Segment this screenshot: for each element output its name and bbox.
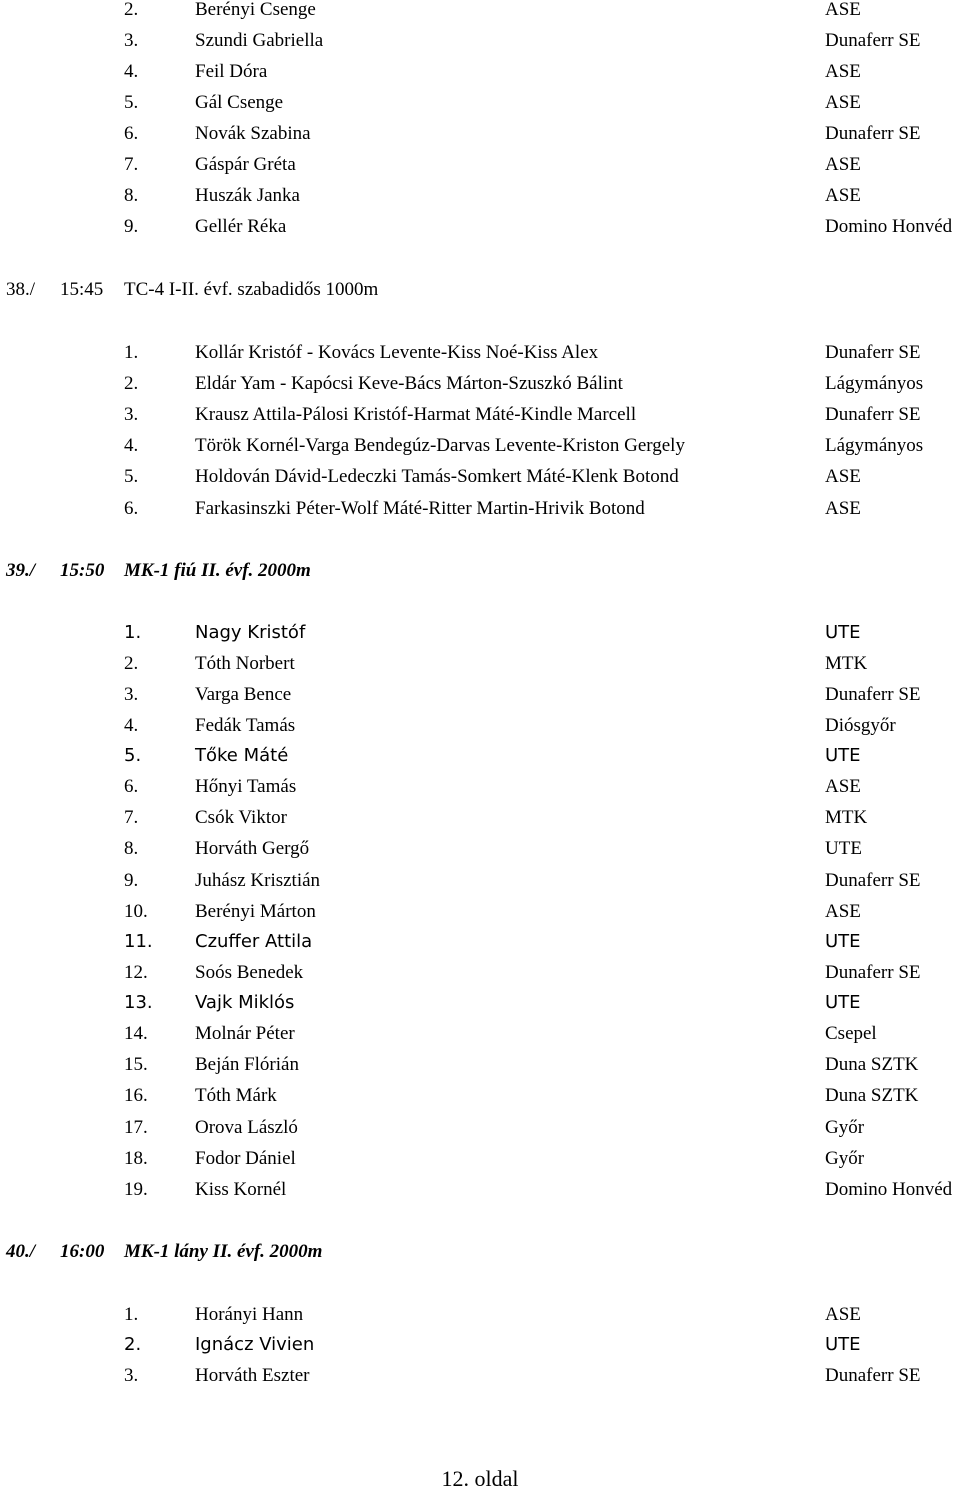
competitor-name: Molnár Péter (195, 1023, 295, 1044)
result-row (0, 929, 960, 955)
rank: 4. (124, 435, 139, 456)
club-name: Dunaferr SE (825, 870, 921, 891)
competitor-name: Fedák Tamás (195, 715, 296, 736)
club-name: ASE (825, 185, 861, 206)
rank: 3. (124, 1365, 139, 1386)
result-row (0, 1021, 960, 1047)
rank: 8. (124, 185, 139, 206)
club-name: Lágymányos (825, 373, 924, 394)
club-name: Csepel (825, 1023, 877, 1044)
competitor-name: Kollár Kristóf - Kovács Levente-Kiss Noé-Kiss Alex (195, 342, 599, 363)
rank: 5. (124, 92, 139, 113)
competitor-name: Berényi Márton (195, 901, 316, 922)
rank: 6. (124, 776, 139, 797)
result-row (0, 152, 960, 178)
event-number: 38./ (6, 279, 36, 300)
club-name: Dunaferr SE (825, 30, 921, 51)
rank: 11. (124, 931, 153, 952)
club-name: UTE (825, 745, 861, 766)
result-row (0, 340, 960, 366)
club-name: Győr (825, 1148, 865, 1169)
competitor-name: Ignácz Vivien (195, 1334, 315, 1355)
rank: 9. (124, 870, 139, 891)
rank: 15. (124, 1054, 148, 1075)
result-row (0, 1332, 960, 1358)
rank: 3. (124, 30, 139, 51)
competitor-name: Gál Csenge (195, 92, 284, 113)
rank: 3. (124, 684, 139, 705)
rank: 2. (124, 653, 139, 674)
club-name: MTK (825, 807, 868, 828)
club-name: Duna SZTK (825, 1054, 919, 1075)
rank: 7. (124, 154, 139, 175)
rank: 2. (124, 373, 139, 394)
rank: 6. (124, 498, 139, 519)
club-name: ASE (825, 498, 861, 519)
club-name: ASE (825, 154, 861, 175)
competitor-name: Berényi Csenge (195, 0, 316, 20)
result-row (0, 433, 960, 459)
result-row (0, 1302, 960, 1328)
result-row (0, 464, 960, 490)
event-title: TC-4 I-II. évf. szabadidős 1000m (124, 279, 379, 300)
competitor-name: Czuffer Attila (195, 931, 313, 952)
rank: 1. (124, 1304, 139, 1325)
competitor-name: Soós Benedek (195, 962, 304, 983)
event-number: 39./ (6, 560, 36, 581)
competitor-name: Novák Szabina (195, 123, 311, 144)
competitor-name: Nagy Kristóf (195, 622, 306, 643)
result-row (0, 899, 960, 925)
result-row (0, 682, 960, 708)
rank: 13. (124, 992, 153, 1013)
rank: 2. (124, 0, 139, 20)
result-row (0, 774, 960, 800)
club-name: Duna SZTK (825, 1085, 919, 1106)
rank: 12. (124, 962, 148, 983)
club-name: Domino Honvéd (825, 216, 953, 237)
result-row (0, 214, 960, 240)
club-name: Dunaferr SE (825, 342, 921, 363)
event-title: MK-1 fiú II. évf. 2000m (124, 560, 311, 581)
competitor-name: Horváth Eszter (195, 1365, 310, 1386)
competitor-name: Orova László (195, 1117, 298, 1138)
club-name: Dunaferr SE (825, 404, 921, 425)
competitor-name: Farkasinszki Péter-Wolf Máté-Ritter Martin-Hrivik Botond (195, 498, 645, 519)
rank: 1. (124, 342, 139, 363)
event-header-40 (0, 1239, 960, 1265)
competitor-name: Huszák Janka (195, 185, 300, 206)
club-name: ASE (825, 61, 861, 82)
club-name: ASE (825, 466, 861, 487)
competitor-name: Horányi Hann (195, 1304, 304, 1325)
competitor-name: Kiss Kornél (195, 1179, 287, 1200)
competitor-name: Török Kornél-Varga Bendegúz-Darvas Levente-Kriston Gergely (195, 435, 685, 456)
competitor-name: Krausz Attila-Pálosi Kristóf-Harmat Máté-Kindle Marcell (195, 404, 637, 425)
event-number: 40./ (6, 1241, 36, 1262)
result-row (0, 59, 960, 85)
rank: 7. (124, 807, 139, 828)
rank: 18. (124, 1148, 148, 1169)
club-name: Dunaferr SE (825, 123, 921, 144)
rank: 8. (124, 838, 139, 859)
club-name: UTE (825, 931, 861, 952)
club-name: MTK (825, 653, 868, 674)
result-row (0, 402, 960, 428)
rank: 16. (124, 1085, 148, 1106)
result-row (0, 28, 960, 54)
rank: 5. (124, 745, 142, 766)
rank: 6. (124, 123, 139, 144)
result-row (0, 1146, 960, 1172)
result-row (0, 836, 960, 862)
competitor-name: Varga Bence (195, 684, 292, 705)
club-name: Dunaferr SE (825, 1365, 921, 1386)
rank: 4. (124, 715, 139, 736)
rank: 2. (124, 1334, 142, 1355)
club-name: Domino Honvéd (825, 1179, 953, 1200)
result-row (0, 805, 960, 831)
competitor-name: Csók Viktor (195, 807, 287, 828)
result-row (0, 620, 960, 646)
club-name: ASE (825, 0, 861, 20)
rank: 10. (124, 901, 148, 922)
result-row (0, 651, 960, 677)
club-name: Lágymányos (825, 435, 924, 456)
club-name: UTE (825, 992, 861, 1013)
rank: 4. (124, 61, 139, 82)
competitor-name: Vajk Miklós (195, 992, 295, 1013)
result-row (0, 371, 960, 397)
club-name: UTE (825, 1334, 861, 1355)
result-row (0, 90, 960, 116)
event-header-38 (0, 277, 960, 303)
club-name: Győr (825, 1117, 865, 1138)
rank: 1. (124, 622, 142, 643)
competitor-name: Tőke Máté (195, 745, 289, 766)
competitor-name: Tóth Norbert (195, 653, 295, 674)
club-name: Dunaferr SE (825, 684, 921, 705)
result-row (0, 960, 960, 986)
event-time: 15:45 (60, 279, 104, 300)
result-row (0, 1115, 960, 1141)
rank: 19. (124, 1179, 148, 1200)
result-row (0, 1177, 960, 1203)
club-name: UTE (825, 838, 862, 859)
competitor-name: Tóth Márk (195, 1085, 277, 1106)
rank: 3. (124, 404, 139, 425)
event-header-39 (0, 558, 960, 584)
result-row (0, 743, 960, 769)
competitor-name: Juhász Krisztián (195, 870, 321, 891)
result-row (0, 496, 960, 522)
competitor-name: Horváth Gergő (195, 838, 310, 859)
result-row (0, 183, 960, 209)
competitor-name: Szundi Gabriella (195, 30, 324, 51)
competitor-name: Gellér Réka (195, 216, 287, 237)
rank: 14. (124, 1023, 148, 1044)
competitor-name: Eldár Yam - Kapócsi Keve-Bács Márton-Szuszkó Bálint (195, 373, 623, 394)
club-name: ASE (825, 1304, 861, 1325)
club-name: Dunaferr SE (825, 962, 921, 983)
result-row (0, 121, 960, 147)
event-title: MK-1 lány II. évf. 2000m (124, 1241, 323, 1262)
rank: 5. (124, 466, 139, 487)
competitor-name: Holdován Dávid-Ledeczki Tamás-Somkert Máté-Klenk Botond (195, 466, 679, 487)
result-row (0, 1083, 960, 1109)
club-name: ASE (825, 776, 861, 797)
result-row (0, 0, 960, 23)
result-row (0, 990, 960, 1016)
rank: 9. (124, 216, 139, 237)
result-row (0, 868, 960, 894)
result-row (0, 713, 960, 739)
club-name: ASE (825, 901, 861, 922)
rank: 17. (124, 1117, 148, 1138)
competitor-name: Fodor Dániel (195, 1148, 296, 1169)
club-name: UTE (825, 622, 861, 643)
result-row (0, 1052, 960, 1078)
result-row (0, 1363, 960, 1389)
competitor-name: Feil Dóra (195, 61, 268, 82)
competitor-name: Hőnyi Tamás (195, 776, 297, 797)
club-name: Diósgyőr (825, 715, 896, 736)
event-time: 16:00 (60, 1241, 105, 1262)
competitor-name: Gáspár Gréta (195, 154, 296, 175)
competitor-name: Beján Flórián (195, 1054, 299, 1075)
event-time: 15:50 (60, 560, 105, 581)
page-number: 12. oldal (441, 1466, 519, 1491)
club-name: ASE (825, 92, 861, 113)
